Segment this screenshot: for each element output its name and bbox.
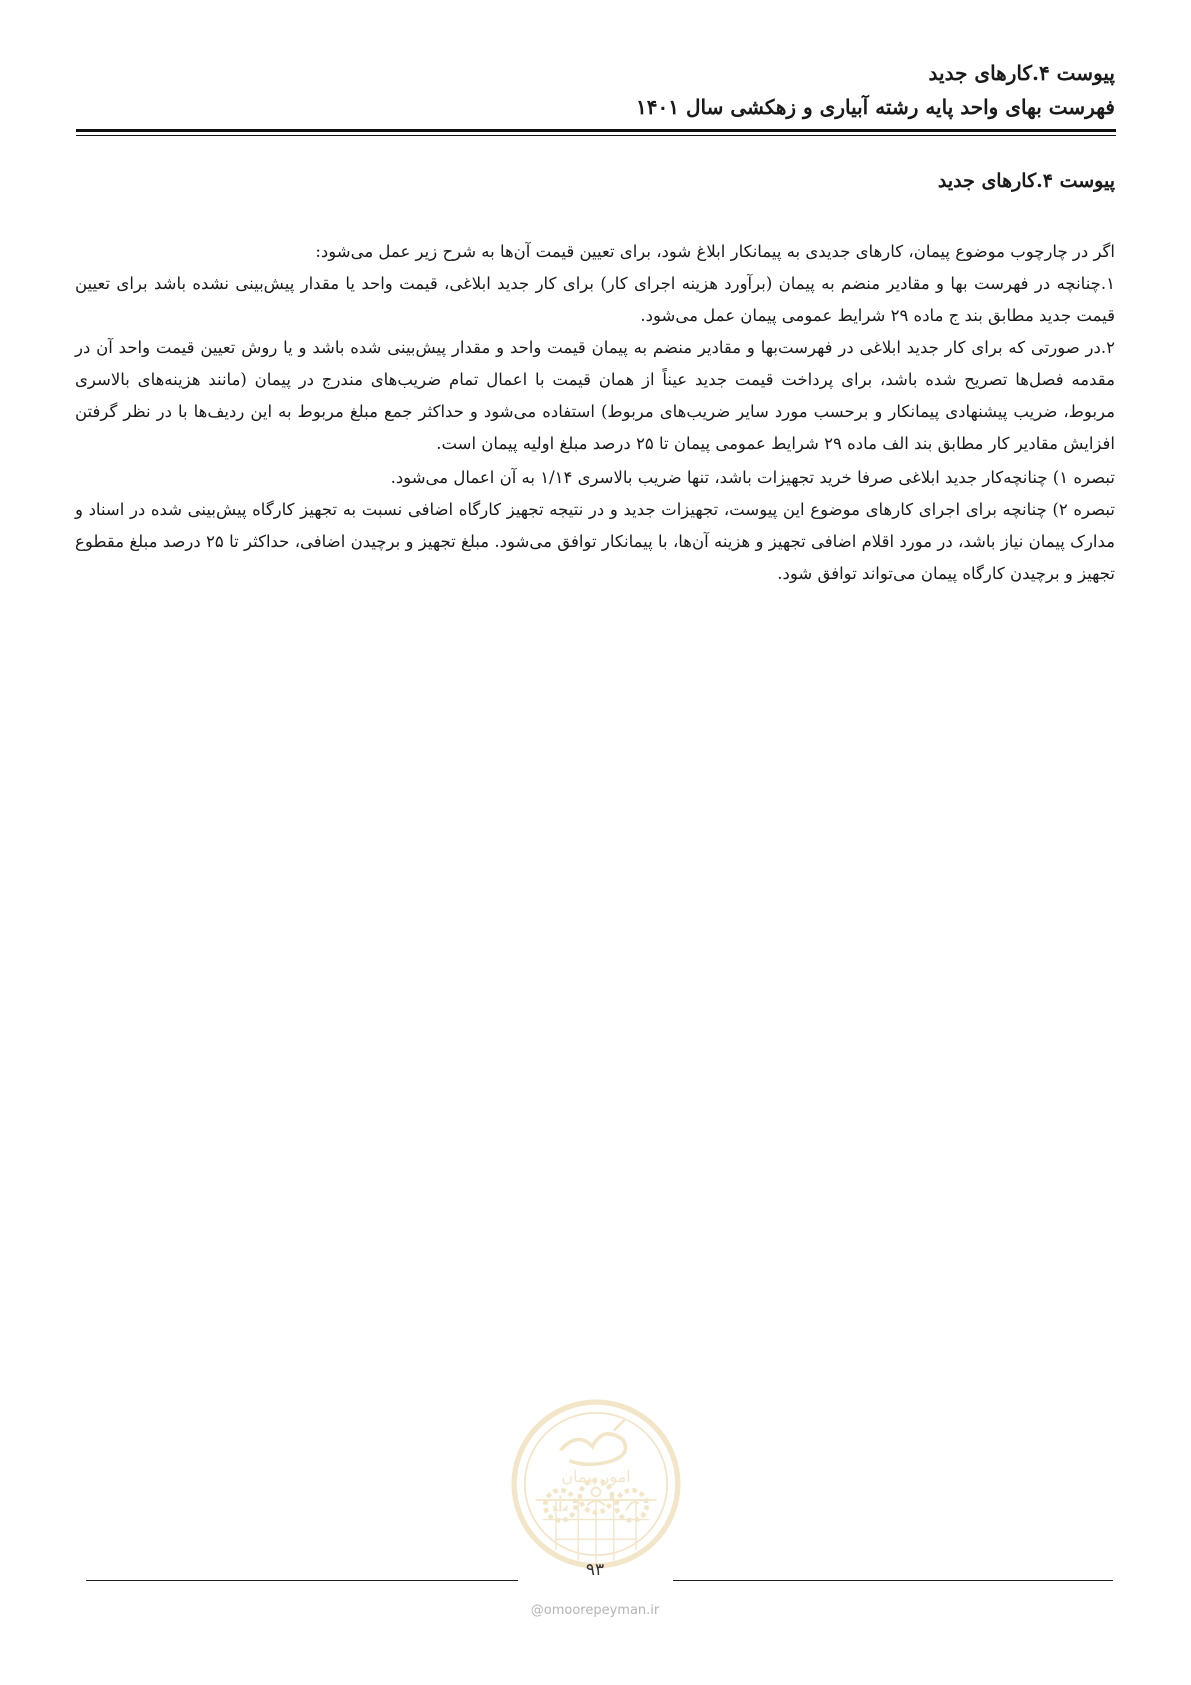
header-divider-thick: [76, 129, 1116, 132]
header-document-title: فهرست بهای واحد پایه رشته آبیاری و زهکشی سال ۱۴۰۱: [636, 95, 1115, 119]
footer-divider-left: [86, 1580, 518, 1581]
header-appendix-title: پیوست ۴.کارهای جدید: [928, 61, 1115, 85]
footer-website: @omoorepeyman.ir: [530, 1603, 660, 1618]
intro-paragraph: اگر در چارچوب موضوع پیمان، کارهای جدیدی به پیمانکار ابلاغ شود، برای تعیین قیمت آن‌ها به شرح زیر عمل می‌شود:: [315, 242, 1115, 261]
seal-watermark-icon: [507, 1395, 685, 1573]
note-2-paragraph: تبصره ۲) چنانچه برای اجرای کارهای موضوع این پیوست، تجهیزات جدید و در نتیجه تجهیز کارگاه اضافی نسبت به تجهیز کارگاه پیش‌بینی شده در اسناد و مدارک پیمان نیاز باشد، در مورد اقلام اضافی تجهیز و هزینه آن‌ها، با پیمانکار توافق می‌شود. مبلغ تجهیز و برچیدن اضافی، حداکثر تا ۲۵ درصد مبلغ مقطوع تجهیز و برچیدن کارگاه پیمان می‌تواند توافق شود.: [75, 500, 1115, 583]
note-1-paragraph: تبصره ۱) چنانچه‌کار جدید ابلاغی صرفا خرید تجهیزات باشد، تنها ضریب بالاسری ۱/۱۴ به آن اعمال می‌شود.: [390, 468, 1115, 487]
svg-text:امور پیمان: امور پیمان: [561, 1467, 631, 1487]
section-title: پیوست ۴.کارهای جدید: [937, 170, 1115, 192]
body-text: [75, 236, 1115, 590]
header-divider-thin: [76, 135, 1116, 136]
running-header: [75, 56, 1115, 124]
clause-1-paragraph: ۱.چنانچه در فهرست بها و مقادیر منضم به پیمان (برآورد هزینه اجرای کار) برای کار جدید ابلاغی، قیمت واحد یا مقدار پیش‌بینی نشده باشد برای تعیین قیمت جدید مطابق بند ج ماده ۲۹ شرایط عمومی پیمان عمل می‌شود.: [75, 274, 1115, 325]
page-number: ۹۳: [585, 1560, 605, 1580]
footer-divider-right: [673, 1580, 1113, 1581]
clause-2-paragraph: ۲.در صورتی که برای کار جدید ابلاغی در فهرست‌بها و مقادیر منضم به پیمان قیمت واحد و مقدار پیش‌بینی شده باشد و یا روش تعیین قیمت واحد آن در مقدمه فصل‌ها تصریح شده باشد، برای پرداخت قیمت جدید عیناً از همان قیمت با اعمال تمام ضریب‌های مندرج در پیمان (مانند هزینه‌های بالاسری مربوط، ضریب پیشنهادی پیمانکار و برحسب مورد سایر ضریب‌های مربوط) استفاده می‌شود و حداکثر جمع مبلغ مربوط به این ردیف‌ها با در نظر گرفتن افزایش مقادیر کار مطابق بند الف ماده ۲۹ شرایط عمومی پیمان تا ۲۵ درصد مبلغ اولیه پیمان است.: [75, 338, 1115, 453]
